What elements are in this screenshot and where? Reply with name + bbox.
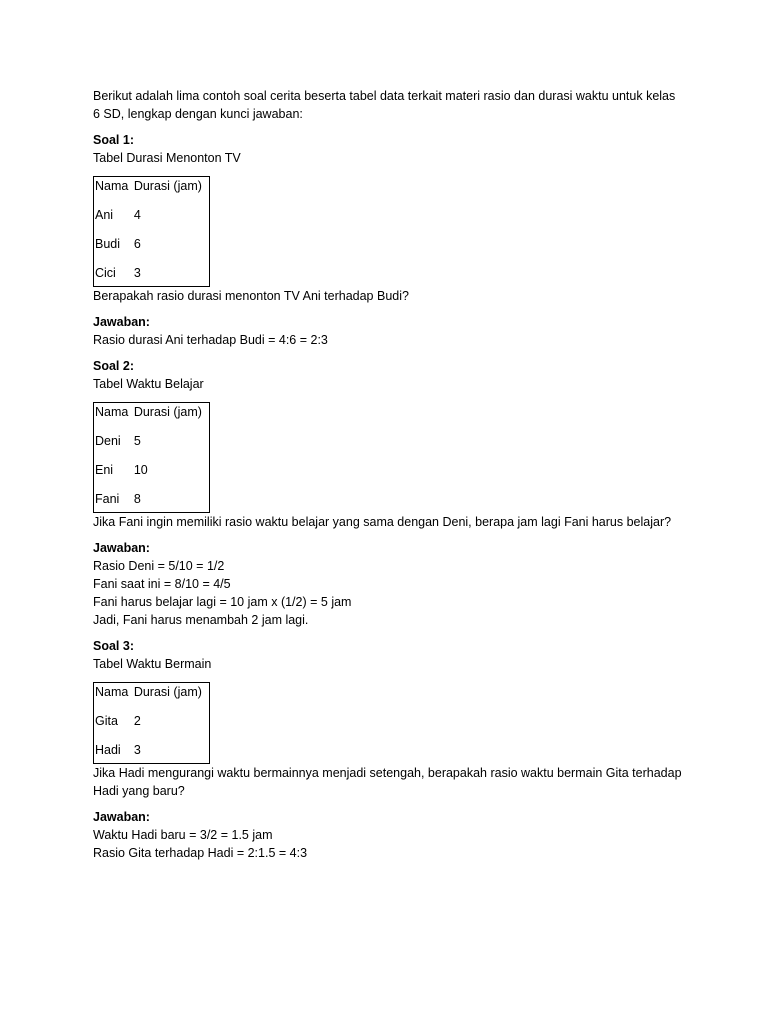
document-body (93, 87, 683, 862)
soal-2-answer-line: Rasio Deni = 5/10 = 1/2 (93, 559, 225, 573)
column-header-durasi: Durasi (jam) (133, 179, 202, 193)
soal-2-question: Jika Fani ingin memiliki rasio waktu belajar yang sama dengan Deni, berapa jam lagi Fani harus belajar? (93, 515, 672, 529)
table-row (94, 206, 209, 235)
cell-durasi: 8 (133, 492, 141, 506)
cell-durasi: 2 (133, 714, 141, 728)
cell-durasi: 4 (133, 208, 141, 222)
soal-3-heading: Soal 3: (93, 639, 134, 653)
table-row (94, 264, 209, 286)
soal-2-answer-heading: Jawaban: (93, 541, 150, 555)
soal-3-answer-line: Rasio Gita terhadap Hadi = 2:1.5 = 4:3 (93, 846, 308, 860)
soal-3-answer-line: Waktu Hadi baru = 3/2 = 1.5 jam (93, 828, 273, 842)
cell-nama: Budi (95, 237, 121, 251)
soal-2-section (93, 357, 683, 629)
soal-3-answer-heading: Jawaban: (93, 810, 150, 824)
soal-1-heading: Soal 1: (93, 133, 134, 147)
soal-1-section (93, 131, 683, 349)
table-row (94, 741, 209, 763)
cell-nama: Fani (95, 492, 120, 506)
soal-2-answer-line: Jadi, Fani harus menambah 2 jam lagi. (93, 613, 309, 627)
soal-1-answer-heading: Jawaban: (93, 315, 150, 329)
soal-1-table-title: Tabel Durasi Menonton TV (93, 151, 241, 165)
table-row (94, 432, 209, 461)
column-header-nama: Nama (95, 179, 129, 193)
soal-2-answer-line: Fani harus belajar lagi = 10 jam x (1/2) = 5 jam (93, 595, 352, 609)
soal-3-question: Jika Hadi mengurangi waktu bermainnya menjadi setengah, berapakah rasio waktu bermain Gita terhadap Hadi yang baru? (93, 766, 682, 798)
soal-2-table-title: Tabel Waktu Belajar (93, 377, 204, 391)
cell-durasi: 3 (133, 743, 141, 757)
soal-2-answer-line: Fani saat ini = 8/10 = 4/5 (93, 577, 231, 591)
soal-1-table (93, 176, 210, 287)
table-header-row (94, 683, 209, 712)
cell-durasi: 6 (133, 237, 141, 251)
cell-durasi: 5 (133, 434, 141, 448)
table-row (94, 235, 209, 264)
soal-3-table-title: Tabel Waktu Bermain (93, 657, 212, 671)
soal-2-heading: Soal 2: (93, 359, 134, 373)
table-header-row (94, 403, 209, 432)
soal-1-question: Berapakah rasio durasi menonton TV Ani terhadap Budi? (93, 289, 409, 303)
table-row (94, 712, 209, 741)
soal-3-section (93, 637, 683, 862)
column-header-durasi: Durasi (jam) (133, 405, 202, 419)
cell-nama: Eni (95, 463, 114, 477)
cell-nama: Deni (95, 434, 121, 448)
column-header-durasi: Durasi (jam) (133, 685, 202, 699)
cell-nama: Gita (95, 714, 118, 728)
column-header-nama: Nama (95, 685, 129, 699)
intro-paragraph: Berikut adalah lima contoh soal cerita beserta tabel data terkait materi rasio dan durasi waktu untuk kelas 6 SD, lengkap dengan kunci jawaban: (93, 89, 676, 121)
cell-nama: Hadi (95, 743, 121, 757)
cell-nama: Cici (95, 266, 116, 280)
table-row (94, 461, 209, 490)
cell-durasi: 10 (133, 463, 148, 477)
table-header-row (94, 177, 209, 206)
table-row (94, 490, 209, 512)
cell-durasi: 3 (133, 266, 141, 280)
soal-3-table (93, 682, 210, 764)
soal-2-table (93, 402, 210, 513)
column-header-nama: Nama (95, 405, 129, 419)
cell-nama: Ani (95, 208, 114, 222)
soal-1-answer-line: Rasio durasi Ani terhadap Budi = 4:6 = 2:3 (93, 333, 328, 347)
